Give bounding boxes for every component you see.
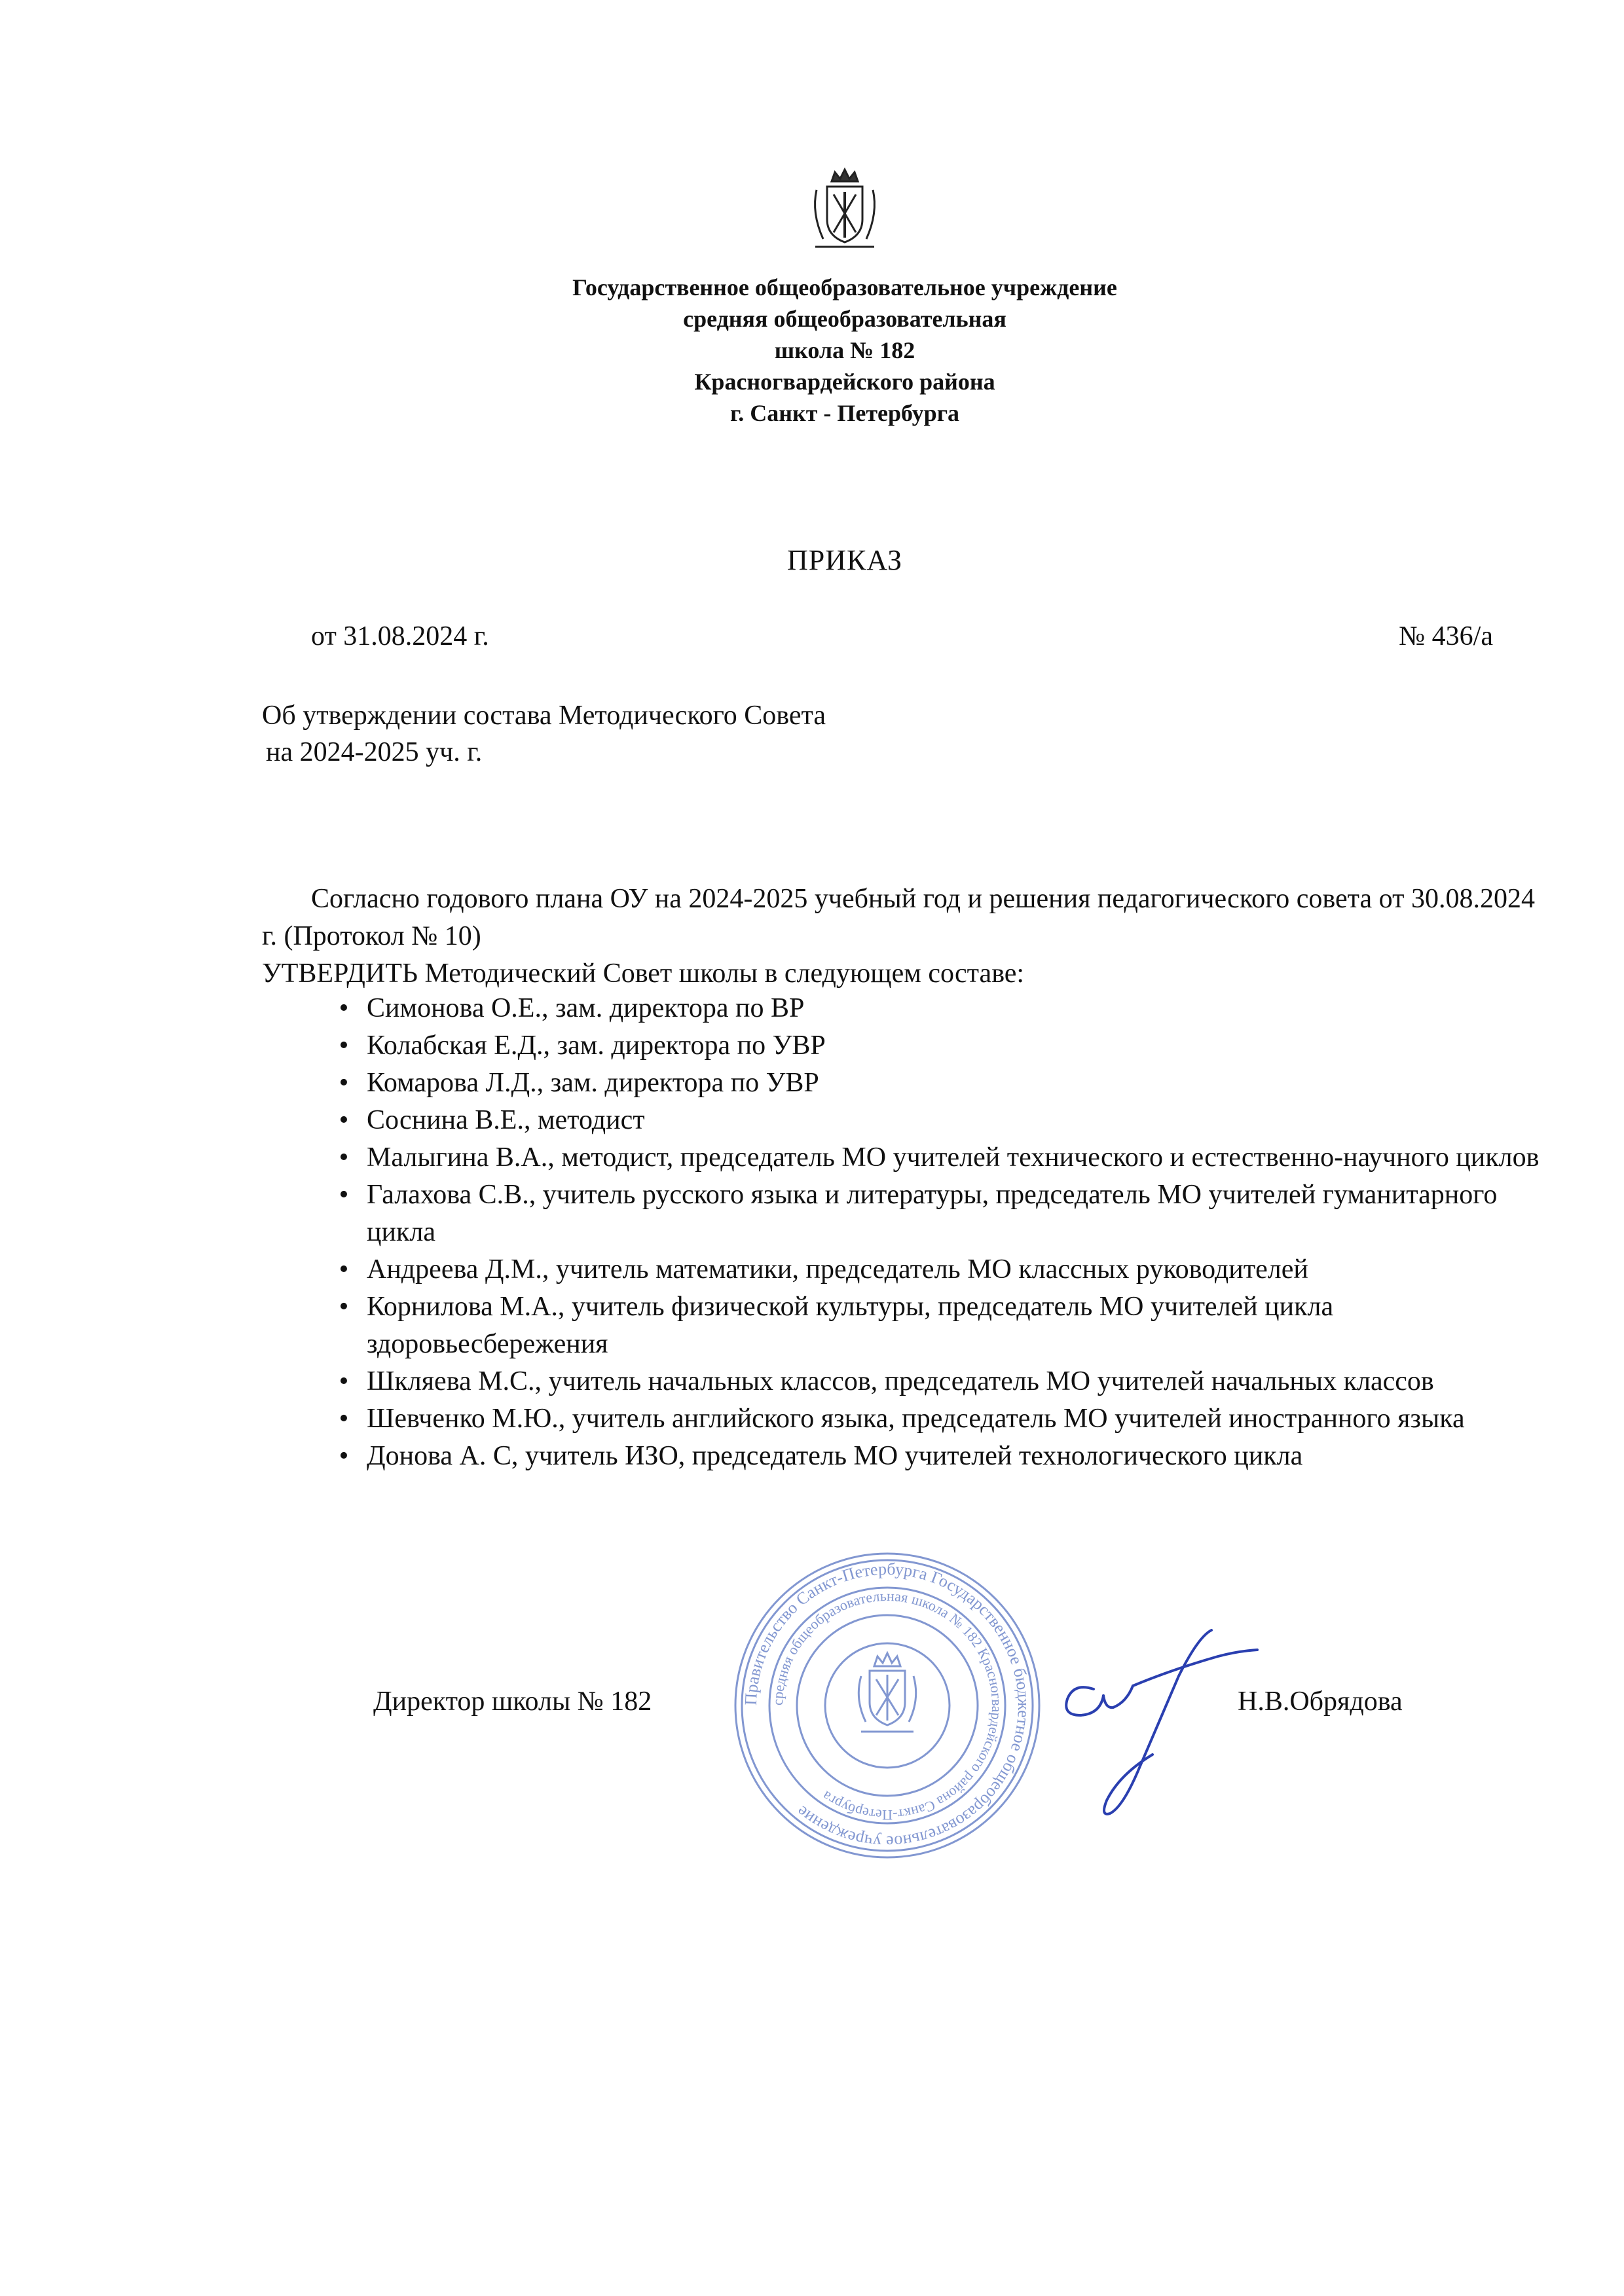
list-item: [262, 1363, 1545, 1400]
member-text: Соснина В.Е., методист: [367, 1105, 645, 1135]
member-text: Малыгина В.А., методист, председатель МО учителей технического и естественно-научного циклов: [367, 1142, 1540, 1173]
bullet-icon: •: [339, 993, 349, 1023]
institution-line-5: г. Санкт - Петербурга: [729, 400, 960, 426]
member-text: Колабская Е.Д., зам. директора по УВР: [367, 1030, 826, 1061]
list-item: [262, 1139, 1545, 1176]
bullet-icon: •: [339, 1366, 349, 1396]
bullet-icon: •: [339, 1030, 349, 1061]
member-text: Симонова О.Е., зам. директора по ВР: [367, 993, 805, 1023]
list-item: [262, 1251, 1545, 1288]
list-item: [262, 1288, 1545, 1363]
list-item: [262, 990, 1545, 1027]
list-item: [262, 1438, 1545, 1475]
council-members-list: [262, 990, 1545, 1475]
bullet-icon: •: [339, 1292, 349, 1322]
list-item: [262, 1027, 1545, 1065]
subject-line-1: Об утверждении состава Методического Совета: [262, 701, 826, 731]
stamp-emblem-icon: [858, 1653, 915, 1732]
member-text: Шевченко М.Ю., учитель английского языка, председатель МО учителей иностранного языка: [367, 1404, 1465, 1434]
signatory-name: Н.В.Обрядова: [1238, 1686, 1403, 1717]
bullet-icon: •: [339, 1180, 349, 1210]
institution-header: [419, 272, 1270, 429]
order-date: от 31.08.2024 г.: [311, 621, 489, 651]
stamp-outer-text: Правительство Санкт-Петербурга Государственное бюджетное общеобразовательное учреждение: [741, 1559, 1034, 1852]
bullet-icon: •: [339, 1441, 349, 1471]
bullet-icon: •: [339, 1142, 349, 1173]
list-item: [262, 1102, 1545, 1139]
order-title: ПРИКАЗ: [786, 544, 903, 576]
signatory-position: Директор школы № 182: [373, 1686, 652, 1717]
bullet-icon: •: [339, 1068, 349, 1098]
order-subject: [262, 697, 826, 771]
bullet-icon: •: [339, 1254, 349, 1285]
body-paragraph-resolution: УТВЕРДИТЬ Методический Совет школы в следующем составе:: [262, 958, 1025, 989]
member-text: Комарова Л.Д., зам. директора по УВР: [367, 1068, 819, 1098]
order-number: № 436/а: [1399, 621, 1493, 651]
body-paragraph-basis: Согласно годового плана ОУ на 2024-2025 учебный год и решения педагогического совета от 30.08.2024 г. (Протокол № 10): [262, 884, 1535, 951]
coat-of-arms-emblem: [809, 167, 881, 252]
institution-line-3: школа № 182: [774, 337, 915, 363]
list-item: [262, 1065, 1545, 1102]
institution-line-2: средняя общеобразовательная: [683, 306, 1006, 332]
bullet-icon: •: [339, 1404, 349, 1434]
subject-line-2: на 2024-2025 уч. г.: [266, 737, 483, 767]
member-text: Шкляева М.С., учитель начальных классов, председатель МО учителей начальных классов: [367, 1366, 1434, 1396]
member-text: Донова А. С, учитель ИЗО, председатель МО учителей технологического цикла: [367, 1441, 1303, 1471]
list-item: [262, 1176, 1545, 1251]
member-text: Галахова С.В., учитель русского языка и литературы, председатель МО учителей гуманитарного цикла: [367, 1180, 1498, 1247]
official-stamp: [727, 1545, 1048, 1866]
stamp-inner-text: средняя общеобразовательная школа № 182 Красногвардейского района Санкт-Петербурга: [769, 1587, 1006, 1823]
bullet-icon: •: [339, 1105, 349, 1135]
member-text: Андреева Д.М., учитель математики, председатель МО классных руководителей: [367, 1254, 1308, 1285]
order-body: [262, 881, 1545, 993]
list-item: [262, 1400, 1545, 1438]
handwritten-signature: [1048, 1617, 1270, 1840]
member-text: Корнилова М.А., учитель физической культуры, председатель МО учителей цикла здоровьесбережения: [367, 1292, 1334, 1359]
institution-line-1: Государственное общеобразовательное учреждение: [572, 274, 1117, 301]
institution-line-4: Красногвардейского района: [694, 369, 995, 395]
